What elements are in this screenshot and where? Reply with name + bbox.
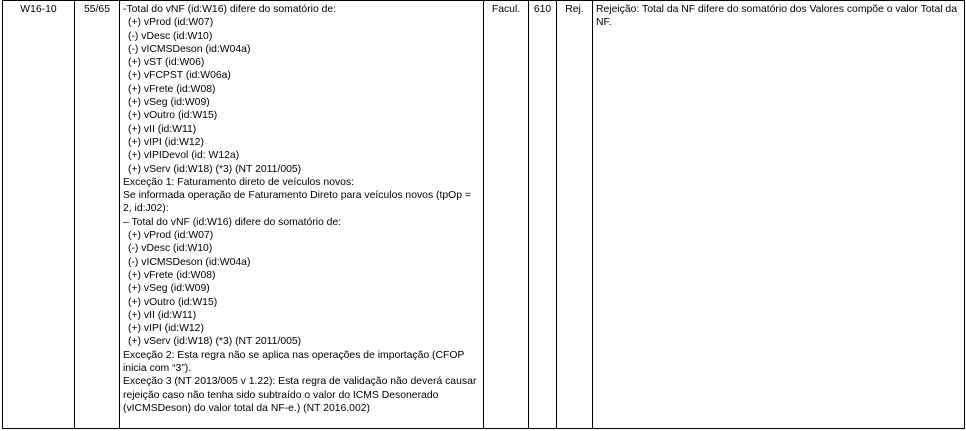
description-line: – Total do vNF (id:W16) difere do somatório de: <box>123 216 342 228</box>
description-line: Exceção 1: Faturamento direto de veículos novos: <box>123 176 355 188</box>
description-line: (+) vOutro (id:W15) <box>128 296 218 308</box>
description-line: (+) vSeg (id:W09) <box>128 283 210 295</box>
rejection-message-cell: Rejeição: Total da NF difere do somatório dos Valores compõe o valor Total da NF. <box>593 1 965 429</box>
version-cell: 55/65 <box>75 1 120 429</box>
description-line: -Total do vNF (id:W16) difere do somatório de: <box>123 4 337 15</box>
description-line: Se informada operação de Faturamento Direto para veículos novos (tpOp = 2, id:J02): <box>123 190 471 215</box>
description-line: (+) vProd (id:W07) <box>128 17 214 29</box>
description-line: (+) vServ (id:W18) (*3) (NT 2011/005) <box>128 336 302 348</box>
description-line: (-) vDesc (id:W10) <box>128 243 213 255</box>
description-line: (+) vST (id:W06) <box>128 57 205 69</box>
description-line: (+) vOutro (id:W15) <box>128 110 218 122</box>
field-id-cell: W16-10 <box>3 1 75 429</box>
rejection-code-cell: 610 <box>529 1 557 429</box>
description-line: Exceção 2: Esta regra não se aplica nas operações de importação (CFOP inicia com “3”). <box>123 349 465 375</box>
description-line: (+) vProd (id:W07) <box>128 230 214 242</box>
description-line: (+) vIPI (id:W12) <box>128 323 204 335</box>
effect-cell: Rej. <box>557 1 593 429</box>
description-line: (+) vFrete (id:W08) <box>128 269 216 281</box>
applicability-cell: Facul. <box>484 1 529 429</box>
validation-rules-table <box>2 0 965 429</box>
description-line: (+) vII (id:W11) <box>128 123 197 135</box>
rule-description-cell <box>120 1 484 429</box>
description-line: (+) vIPI (id:W12) <box>128 136 204 148</box>
description-line: (+) vSeg (id:W09) <box>128 97 210 109</box>
description-line: (+) vFCPST (id:W06a) <box>128 70 231 82</box>
description-line: (+) vIPIDevol (id: W12a) <box>128 150 240 162</box>
table-row <box>3 1 965 429</box>
description-line: Exceção 3 (NT 2013/005 v 1.22): Esta regra de validação não deverá causar rejeição caso não tenha sido subtraído o valor do ICMS Desonerado (vICMSDeson) do valor total da NF-e.) (NT 2016.002) <box>123 376 477 414</box>
description-line: (-) vDesc (id:W10) <box>128 30 213 42</box>
description-line: (-) vICMSDeson (id:W04a) <box>128 43 251 55</box>
description-line: (-) vICMSDeson (id:W04a) <box>128 256 251 268</box>
rule-description-lines <box>123 3 480 415</box>
description-line: (+) vII (id:W11) <box>128 309 197 321</box>
description-line: (+) vServ (id:W18) (*3) (NT 2011/005) <box>128 163 302 175</box>
description-line: (+) vFrete (id:W08) <box>128 83 216 95</box>
